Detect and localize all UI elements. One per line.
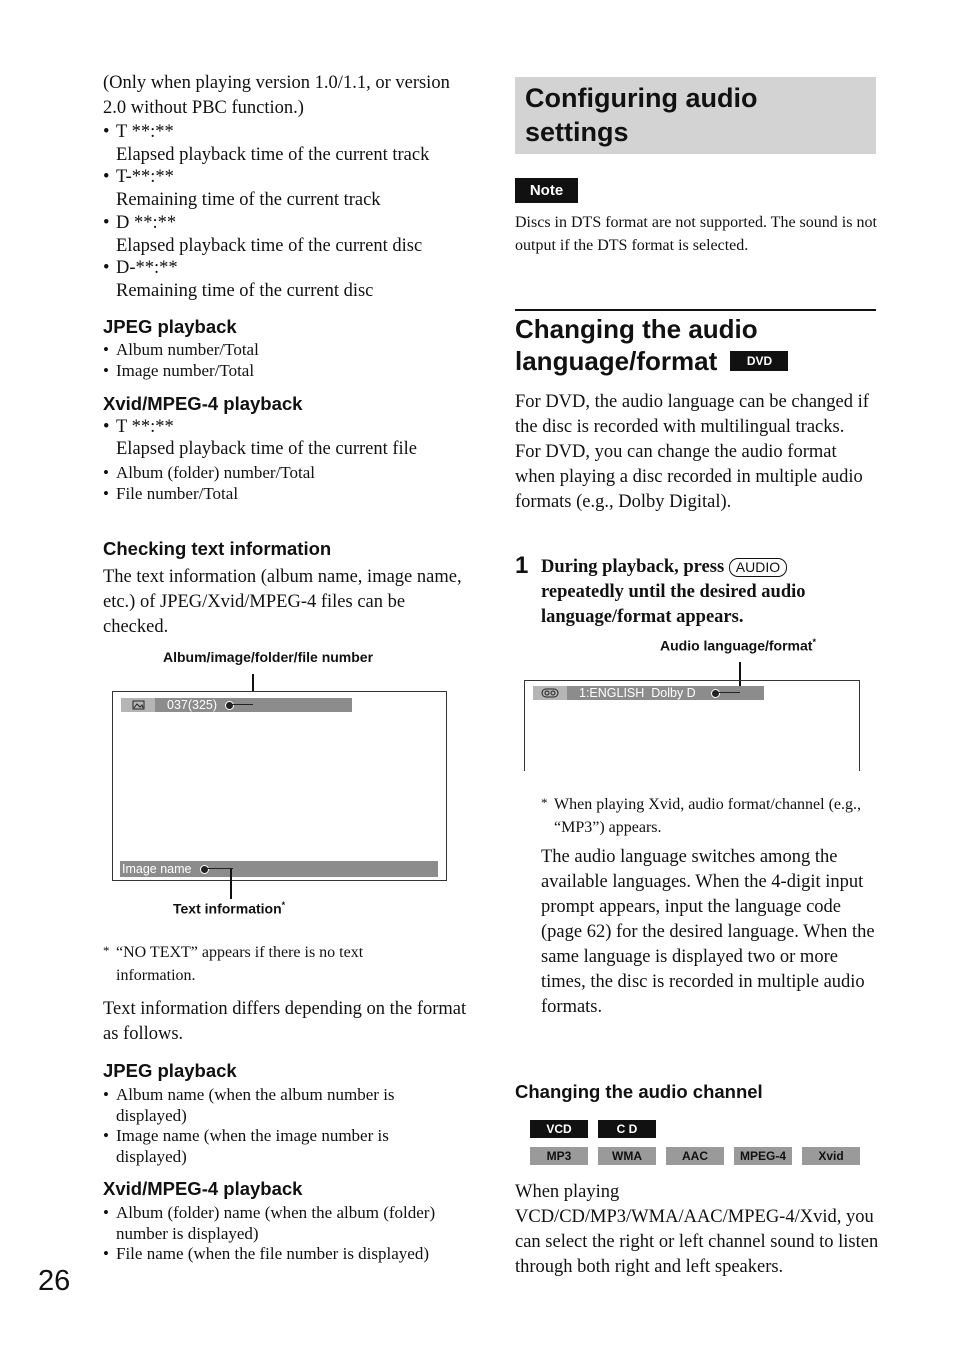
list-item: • Album (folder) number/Total bbox=[103, 463, 315, 482]
time-display-list bbox=[103, 121, 473, 303]
callout-text-information: Text information* bbox=[173, 900, 286, 917]
audio-explanation: The audio language switches among the available languages. When the 4-digit input prompt appears, input the language code (page 62) for the desired language. When the same language is displayed two or more times, the disc is recorded in multiple audio formats. bbox=[541, 847, 875, 1017]
checking-heading: Checking text information bbox=[103, 538, 332, 559]
pbc-intro: (Only when playing version 1.0/1.1, or version 2.0 without PBC function.) bbox=[103, 73, 450, 118]
step-instruction: During playback, press AUDIO repeatedly until the desired audio language/format appears. bbox=[541, 557, 806, 627]
text-info-screen bbox=[112, 691, 447, 881]
callout-dot bbox=[711, 689, 720, 698]
image-icon-cell bbox=[121, 698, 155, 712]
aac-badge: AAC bbox=[666, 1147, 724, 1165]
callout-dot bbox=[225, 701, 234, 710]
image-name-label: Image name bbox=[122, 862, 192, 876]
xvid-heading-1: Xvid/MPEG-4 playback bbox=[103, 393, 303, 414]
vcd-badge: VCD bbox=[530, 1120, 588, 1138]
list-item: • File name (when the file number is displayed) bbox=[103, 1244, 429, 1263]
section-rule bbox=[515, 309, 876, 311]
section-title-box bbox=[515, 77, 876, 154]
step-number: 1 bbox=[515, 552, 529, 579]
checking-text: The text information (album name, image name, etc.) of JPEG/Xvid/MPEG-4 files can be checked. bbox=[103, 567, 462, 637]
jpeg-heading-1: JPEG playback bbox=[103, 316, 237, 337]
xvid-list-1 bbox=[103, 463, 463, 504]
differs-text: Text information differs depending on the format as follows. bbox=[103, 999, 467, 1044]
list-item: • T **:** Elapsed playback time of the current track bbox=[103, 122, 430, 165]
list-item: • Album number/Total bbox=[103, 340, 259, 359]
mp3-badge: MP3 bbox=[530, 1147, 588, 1165]
callout-dot bbox=[200, 865, 209, 874]
footnote-xvid: * When playing Xvid, audio format/channel (e.g., “MP3”) appears. bbox=[541, 795, 862, 836]
section-title: Changing the audio language/format DVD bbox=[515, 313, 788, 377]
list-item: • File number/Total bbox=[103, 483, 239, 503]
jpeg-heading-2: JPEG playback bbox=[103, 1060, 237, 1081]
xvid-time-list bbox=[103, 417, 473, 460]
channel-heading: Changing the audio channel bbox=[515, 1081, 763, 1102]
wma-badge: WMA bbox=[598, 1147, 656, 1165]
album-number-value: 037(325) bbox=[167, 698, 218, 712]
note-label: Note bbox=[515, 178, 578, 203]
audio-disc-icon bbox=[533, 686, 567, 700]
jpeg-list-1 bbox=[103, 340, 463, 381]
audio-format-screen bbox=[524, 680, 860, 771]
list-item: • Image name (when the image number is displayed) bbox=[103, 1126, 389, 1166]
callout-audio-format: Audio language/format* bbox=[660, 637, 816, 654]
mpeg4-badge: MPEG-4 bbox=[734, 1147, 792, 1165]
footnote-no-text: * “NO TEXT” appears if there is no text information. bbox=[103, 943, 364, 984]
callout-connector bbox=[718, 692, 740, 693]
image-icon bbox=[121, 698, 155, 712]
list-item: • D **:** Elapsed playback time of the current disc bbox=[103, 212, 423, 256]
jpeg-list-2 bbox=[103, 1085, 448, 1167]
xvid-heading-2: Xvid/MPEG-4 playback bbox=[103, 1178, 303, 1199]
note-text: Discs in DTS format are not supported. The sound is not output if the DTS format is selected. bbox=[515, 214, 877, 254]
list-item: • D-**:** Remaining time of the current disc bbox=[103, 258, 374, 301]
dvd-badge: DVD bbox=[730, 351, 788, 371]
audio-format-value: 1:ENGLISH Dolby D bbox=[579, 686, 696, 700]
audio-intro: For DVD, the audio language can be changed if the disc is recorded with multilingual tracks. For DVD, you can change the audio format when playing a disc recorded in multiple audio formats (e.g., Dolby Digital). bbox=[515, 392, 869, 512]
list-item: • T **:** Elapsed playback time of the current file bbox=[103, 417, 418, 459]
xvid-list-2 bbox=[103, 1203, 438, 1265]
top-info-bar bbox=[121, 698, 352, 712]
audio-button: AUDIO bbox=[729, 558, 787, 577]
audio-icon-cell bbox=[533, 686, 567, 700]
callout-album-number: Album/image/folder/file number bbox=[163, 649, 374, 665]
page-number: 26 bbox=[38, 1265, 71, 1297]
list-item: • T-**:** Remaining time of the current track bbox=[103, 167, 381, 211]
list-item: • Album name (when the album number is displayed) bbox=[103, 1085, 395, 1125]
callout-connector bbox=[232, 704, 253, 705]
channel-text: When playing VCD/CD/MP3/WMA/AAC/MPEG-4/Xvid, you can select the right or left channel sound to listen through both right and left speakers. bbox=[515, 1182, 879, 1277]
list-item: • Image number/Total bbox=[103, 360, 255, 380]
page-title: Configuring audio settings bbox=[525, 83, 758, 147]
list-item: • Album (folder) name (when the album (folder) number is displayed) bbox=[103, 1203, 436, 1243]
cd-badge: C D bbox=[598, 1120, 656, 1138]
callout-line bbox=[230, 869, 232, 899]
xvid-badge: Xvid bbox=[802, 1147, 860, 1165]
